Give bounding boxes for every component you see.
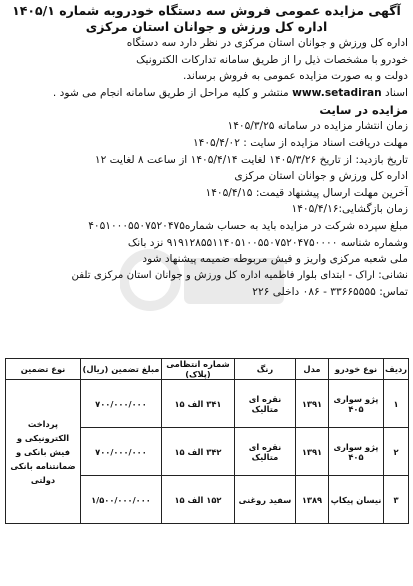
guarantee-type: پرداخت الکترونیکی و فیش بانکی و ضمانتنامه بانکی دولتی	[6, 380, 81, 524]
guarantee-amount: ۷۰۰/۰۰۰/۰۰۰	[80, 380, 161, 428]
publish-date: زمان انتشار مزایده در سامانه ۱۴۰۵/۳/۲۵	[227, 120, 408, 133]
address-line-2: تماس: ۳۳۶۶۵۵۵۵ - ۰۸۶ داخلی ۲۲۶	[252, 286, 408, 299]
offer-deadline: آخرین مهلت ارسال پیشنهاد قیمت: ۱۴۰۵/۴/۱۵	[205, 186, 408, 199]
organization-title: اداره کل ورزش و جوانان استان مرکزی	[85, 19, 328, 34]
intro-line-3: دولت و به صورت مزایده عمومی به فروش برساند.	[182, 70, 408, 83]
row-number: ۱	[383, 380, 408, 428]
intro-paragraph	[0, 35, 413, 101]
intro-line-4	[5, 85, 408, 102]
header-guarantee-type: نوع تضمین	[6, 359, 81, 380]
plate-number: ۳۴۱ الف ۱۵	[161, 380, 234, 428]
deposit-line-2: وشماره شناسه ۹۱۹۱۲۸۵۵۱۱۴۰۵۱۰۰۵۵۰۷۵۲۰۴۷۵۰۰۰۰ نزد بانک	[127, 236, 408, 249]
car-color: نقره ای متالیک	[234, 428, 295, 476]
car-type: پژو سواری ۴۰۵	[328, 380, 383, 428]
header-row-num: ردیف	[383, 359, 408, 380]
section-title: مزایده در سایت	[319, 103, 408, 118]
table-header-row	[6, 359, 409, 380]
plate-number: ۳۴۲ الف ۱۵	[161, 428, 234, 476]
guarantee-amount: ۱/۵۰۰/۰۰۰/۰۰۰	[80, 476, 161, 524]
intro-line-1: اداره کل ورزش و جوانان استان مرکزی در نظر دارد سه دستگاه	[126, 37, 408, 49]
opening-date: زمان بازگشایی:۱۴۰۵/۴/۱۶	[291, 203, 408, 216]
setadiran-link[interactable]: www.setadiran	[292, 86, 382, 99]
header-car-type: نوع خودرو	[328, 359, 383, 380]
car-type: نیسان پیکاپ	[328, 476, 383, 524]
notice-title: آگهی مزایده عمومی فروش سه دستگاه خودروبه شماره ۱۴۰۵/۱	[12, 3, 401, 18]
guarantee-amount: ۷۰۰/۰۰۰/۰۰۰	[80, 428, 161, 476]
deposit-line-1: مبلغ سپرده شرکت در مزایده باید به حساب شماره۴۰۵۱۰۰۰۵۵۰۷۵۲۰۴۷۵	[88, 219, 408, 232]
intro-docs-suffix: منتشر و کلیه مراحل از طریق سامانه انجام می شود .	[52, 86, 289, 99]
docs-deadline: مهلت دریافت اسناد مزایده از سایت : ۱۴۰۵/۴/۰۲	[192, 136, 408, 149]
intro-line-2: خودرو با مشخصات ذیل را از طریق سامانه تدارکات الکترونیک	[136, 53, 408, 66]
plate-number: ۱۵۲ الف ۱۵	[161, 476, 234, 524]
address-line-1: نشانی: اراک - ابتدای بلوار فاطمیه اداره کل ورزش و جوانان استان مرکزی تلفن	[71, 269, 408, 281]
car-color: سفید روغنی	[234, 476, 295, 524]
header-plate: شماره انتظامی (پلاک)	[161, 359, 234, 380]
header-color: رنگ	[234, 359, 295, 380]
model-year: ۱۳۹۱	[295, 380, 328, 428]
table-row	[6, 380, 409, 428]
model-year: ۱۳۹۱	[295, 428, 328, 476]
header-model: مدل	[295, 359, 328, 380]
row-number: ۲	[383, 428, 408, 476]
deposit-line-3: ملی شعبه مرکزی واریز و فیش مربوطه ضمیمه پیشنهاد شود	[142, 253, 408, 266]
visit-dates: تاریخ بازدید: از تاریخ ۱۴۰۵/۳/۲۶ لغایت ۱۴۰۵/۴/۱۴ از ساعت ۸ لغایت ۱۲	[94, 153, 408, 166]
car-color: نقره ای متالیک	[234, 380, 295, 428]
car-type: پژو سواری ۴۰۵	[328, 428, 383, 476]
intro-docs-label: اسناد	[385, 86, 408, 99]
header-guarantee-amount: مبلغ تضمین (ریال)	[80, 359, 161, 380]
model-year: ۱۳۸۹	[295, 476, 328, 524]
vehicles-table	[5, 358, 409, 524]
visit-location: اداره کل ورزش و جوانان استان مرکزی	[234, 170, 408, 183]
auction-details	[0, 118, 413, 301]
row-number: ۳	[383, 476, 408, 524]
